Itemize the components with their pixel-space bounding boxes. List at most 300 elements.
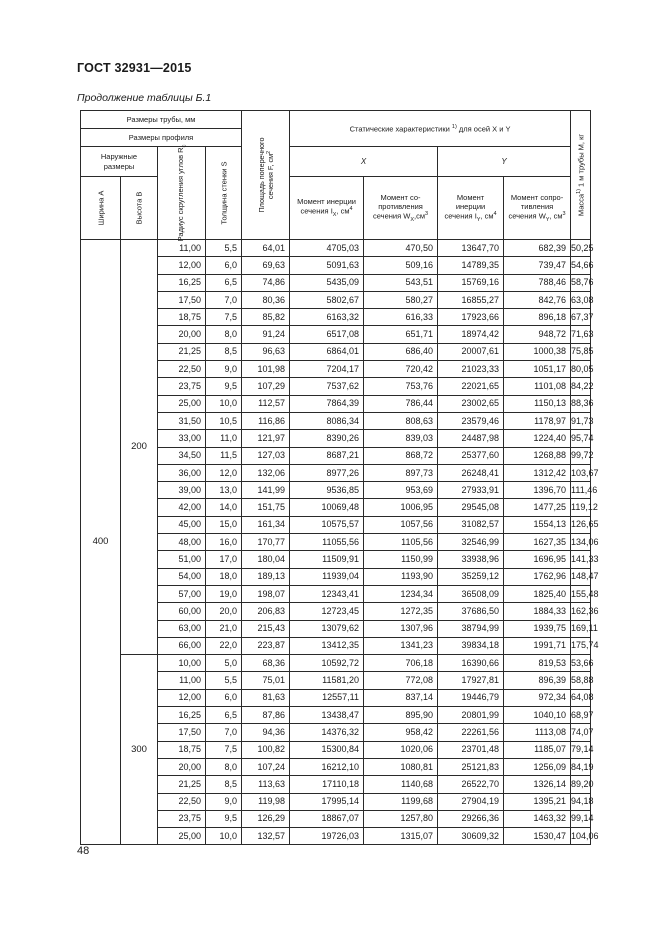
header-width: Ширина A xyxy=(81,177,121,240)
table-cell: 87,86 xyxy=(242,707,290,724)
table-row xyxy=(81,430,591,447)
table-cell: 6,0 xyxy=(206,689,242,706)
table-cell: 27933,91 xyxy=(438,482,504,499)
table-cell: 12,00 xyxy=(158,689,206,706)
table-cell: 27904,19 xyxy=(438,793,504,810)
table-cell: 112,57 xyxy=(242,395,290,412)
table-cell: 1257,80 xyxy=(364,810,438,827)
table-cell: 7,0 xyxy=(206,291,242,308)
table-cell: 837,14 xyxy=(364,689,438,706)
table-cell: 22021,65 xyxy=(438,378,504,395)
table-cell: 169,11 xyxy=(571,620,591,637)
table-cell: 26248,41 xyxy=(438,464,504,481)
table-cell: 126,29 xyxy=(242,810,290,827)
table-row xyxy=(81,637,591,654)
table-cell: 6,5 xyxy=(206,274,242,291)
table-cell: 7537,62 xyxy=(290,378,364,395)
table-row xyxy=(81,793,591,810)
table-cell: 720,42 xyxy=(364,361,438,378)
table-cell: 45,00 xyxy=(158,516,206,533)
table-cell: 13079,62 xyxy=(290,620,364,637)
header-profile-size: Размеры профиля xyxy=(81,129,242,147)
table-row xyxy=(81,741,591,758)
table-cell: 11055,56 xyxy=(290,534,364,551)
table-cell: 17,50 xyxy=(158,291,206,308)
table-cell: 33,00 xyxy=(158,430,206,447)
table-cell: 868,72 xyxy=(364,447,438,464)
table-cell: 17927,81 xyxy=(438,672,504,689)
table-cell: 7204,17 xyxy=(290,361,364,378)
table-cell: 1396,70 xyxy=(504,482,571,499)
height-cell: 300 xyxy=(121,655,158,845)
table-cell: 19726,03 xyxy=(290,828,364,845)
table-cell: 706,18 xyxy=(364,655,438,672)
table-cell: 1256,09 xyxy=(504,758,571,775)
table-cell: 75,01 xyxy=(242,672,290,689)
table-cell: 6163,32 xyxy=(290,309,364,326)
table-cell: 1000,38 xyxy=(504,343,571,360)
table-row xyxy=(81,309,591,326)
table-cell: 1341,23 xyxy=(364,637,438,654)
table-cell: 66,00 xyxy=(158,637,206,654)
table-caption: Продолжение таблицы Б.1 xyxy=(77,92,212,104)
table-row xyxy=(81,343,591,360)
header-iy: Момент инерции сечения $I_Y$, $см^4$ xyxy=(438,177,504,240)
table-cell: 29266,36 xyxy=(438,810,504,827)
table-cell: 51,00 xyxy=(158,551,206,568)
table-cell: 60,00 xyxy=(158,603,206,620)
height-cell: 200 xyxy=(121,240,158,655)
table-cell: 63,00 xyxy=(158,620,206,637)
table-cell: 895,90 xyxy=(364,707,438,724)
table-cell: 25377,60 xyxy=(438,447,504,464)
table-cell: 616,33 xyxy=(364,309,438,326)
table-cell: 509,16 xyxy=(364,257,438,274)
table-cell: 17,50 xyxy=(158,724,206,741)
table-cell: 99,14 xyxy=(571,810,591,827)
table-cell: 99,72 xyxy=(571,447,591,464)
table-cell: 6517,08 xyxy=(290,326,364,343)
table-cell: 48,00 xyxy=(158,534,206,551)
table-cell: 8390,26 xyxy=(290,430,364,447)
table-cell: 1312,42 xyxy=(504,464,571,481)
table-cell: 682,39 xyxy=(504,240,571,257)
header-static-characteristics: Статические характеристики $^{1)}$ для осей X и Y xyxy=(290,111,571,147)
table-cell: 5091,63 xyxy=(290,257,364,274)
table-cell: 32546,99 xyxy=(438,534,504,551)
table-cell: 20801,99 xyxy=(438,707,504,724)
table-cell: 1884,33 xyxy=(504,603,571,620)
table-cell: 31082,57 xyxy=(438,516,504,533)
table-cell: 1554,13 xyxy=(504,516,571,533)
table-cell: 119,98 xyxy=(242,793,290,810)
table-cell: 7,0 xyxy=(206,724,242,741)
table-cell: 37686,50 xyxy=(438,603,504,620)
table-row xyxy=(81,482,591,499)
table-cell: 31,50 xyxy=(158,412,206,429)
table-cell: 107,24 xyxy=(242,758,290,775)
table-cell: 39834,18 xyxy=(438,637,504,654)
table-row xyxy=(81,499,591,516)
table-cell: 84,22 xyxy=(571,378,591,395)
table-cell: 1477,25 xyxy=(504,499,571,516)
table-cell: 21,25 xyxy=(158,343,206,360)
table-cell: 14,0 xyxy=(206,499,242,516)
table-cell: 189,13 xyxy=(242,568,290,585)
table-cell: 18,75 xyxy=(158,741,206,758)
table-row xyxy=(81,516,591,533)
table-cell: 36,00 xyxy=(158,464,206,481)
table-cell: 80,05 xyxy=(571,361,591,378)
table-cell: 8687,21 xyxy=(290,447,364,464)
table-cell: 1395,21 xyxy=(504,793,571,810)
table-cell: 113,63 xyxy=(242,776,290,793)
table-cell: 786,44 xyxy=(364,395,438,412)
table-cell: 1193,90 xyxy=(364,568,438,585)
table-cell: 1762,96 xyxy=(504,568,571,585)
table-cell: 1627,35 xyxy=(504,534,571,551)
table-cell: 7864,39 xyxy=(290,395,364,412)
table-cell: 580,27 xyxy=(364,291,438,308)
table-cell: 94,18 xyxy=(571,793,591,810)
table-cell: 772,08 xyxy=(364,672,438,689)
table-row xyxy=(81,585,591,602)
table-cell: 64,08 xyxy=(571,689,591,706)
table-cell: 101,98 xyxy=(242,361,290,378)
table-cell: 24487,98 xyxy=(438,430,504,447)
table-cell: 9,5 xyxy=(206,378,242,395)
table-cell: 958,42 xyxy=(364,724,438,741)
table-cell: 50,25 xyxy=(571,240,591,257)
table-cell: 57,00 xyxy=(158,585,206,602)
table-row xyxy=(81,326,591,343)
table-cell: 12343,41 xyxy=(290,585,364,602)
table-cell: 5435,09 xyxy=(290,274,364,291)
table-cell: 18974,42 xyxy=(438,326,504,343)
table-cell: 13,0 xyxy=(206,482,242,499)
table-cell: 897,73 xyxy=(364,464,438,481)
table-cell: 5,5 xyxy=(206,240,242,257)
table-cell: 111,46 xyxy=(571,482,591,499)
table-cell: 819,53 xyxy=(504,655,571,672)
header-height: Высота B xyxy=(121,177,158,240)
table-cell: 948,72 xyxy=(504,326,571,343)
table-cell: 10,00 xyxy=(158,655,206,672)
table-cell: 39,00 xyxy=(158,482,206,499)
page-number: 48 xyxy=(77,845,90,857)
table-cell: 1051,17 xyxy=(504,361,571,378)
table-row xyxy=(81,291,591,308)
header-area: Площадь поперечного сечения F, $см^2$ xyxy=(242,111,290,240)
table-cell: 25121,83 xyxy=(438,758,504,775)
table-cell: 16855,27 xyxy=(438,291,504,308)
table-cell: 29545,08 xyxy=(438,499,504,516)
table-cell: 10,0 xyxy=(206,395,242,412)
table-cell: 67,37 xyxy=(571,309,591,326)
table-cell: 30609,32 xyxy=(438,828,504,845)
table-cell: 170,77 xyxy=(242,534,290,551)
table-cell: 17,0 xyxy=(206,551,242,568)
table-cell: 5802,67 xyxy=(290,291,364,308)
table-cell: 16,25 xyxy=(158,707,206,724)
table-cell: 23002,65 xyxy=(438,395,504,412)
table-cell: 1185,07 xyxy=(504,741,571,758)
table-cell: 1080,81 xyxy=(364,758,438,775)
table-cell: 543,51 xyxy=(364,274,438,291)
table-cell: 20,00 xyxy=(158,326,206,343)
table-cell: 17110,18 xyxy=(290,776,364,793)
table-cell: 17923,66 xyxy=(438,309,504,326)
table-row xyxy=(81,758,591,775)
table-cell: 161,34 xyxy=(242,516,290,533)
table-cell: 119,12 xyxy=(571,499,591,516)
table-cell: 22,50 xyxy=(158,361,206,378)
table-cell: 9,5 xyxy=(206,810,242,827)
table-cell: 808,63 xyxy=(364,412,438,429)
table-cell: 1057,56 xyxy=(364,516,438,533)
table-cell: 11,5 xyxy=(206,447,242,464)
table-cell: 141,99 xyxy=(242,482,290,499)
table-cell: 96,63 xyxy=(242,343,290,360)
table-cell: 148,47 xyxy=(571,568,591,585)
table-row xyxy=(81,603,591,620)
table-cell: 223,87 xyxy=(242,637,290,654)
table-cell: 16,25 xyxy=(158,274,206,291)
table-cell: 953,69 xyxy=(364,482,438,499)
table-cell: 7,5 xyxy=(206,741,242,758)
table-cell: 8,5 xyxy=(206,776,242,793)
table-cell: 8,0 xyxy=(206,758,242,775)
table-cell: 74,86 xyxy=(242,274,290,291)
table-cell: 198,07 xyxy=(242,585,290,602)
table-cell: 753,76 xyxy=(364,378,438,395)
table-cell: 11581,20 xyxy=(290,672,364,689)
table-cell: 64,01 xyxy=(242,240,290,257)
table-cell: 1315,07 xyxy=(364,828,438,845)
table-cell: 11939,04 xyxy=(290,568,364,585)
table-cell: 19,0 xyxy=(206,585,242,602)
table-cell: 896,39 xyxy=(504,672,571,689)
table-cell: 126,65 xyxy=(571,516,591,533)
table-row xyxy=(81,257,591,274)
table-cell: 18,0 xyxy=(206,568,242,585)
table-cell: 85,82 xyxy=(242,309,290,326)
table-cell: 107,29 xyxy=(242,378,290,395)
table-cell: 54,66 xyxy=(571,257,591,274)
table-cell: 155,48 xyxy=(571,585,591,602)
table-cell: 18,75 xyxy=(158,309,206,326)
table-cell: 75,85 xyxy=(571,343,591,360)
table-cell: 1224,40 xyxy=(504,430,571,447)
table-cell: 23,75 xyxy=(158,810,206,827)
table-cell: 22,50 xyxy=(158,793,206,810)
table-cell: 69,63 xyxy=(242,257,290,274)
table-cell: 739,47 xyxy=(504,257,571,274)
table-cell: 14789,35 xyxy=(438,257,504,274)
table-cell: 11,00 xyxy=(158,240,206,257)
table-cell: 651,71 xyxy=(364,326,438,343)
table-cell: 23,75 xyxy=(158,378,206,395)
table-cell: 91,73 xyxy=(571,412,591,429)
table-cell: 16390,66 xyxy=(438,655,504,672)
table-cell: 53,66 xyxy=(571,655,591,672)
table-cell: 1020,06 xyxy=(364,741,438,758)
table-cell: 839,03 xyxy=(364,430,438,447)
table-cell: 94,36 xyxy=(242,724,290,741)
table-cell: 10,5 xyxy=(206,412,242,429)
width-cell: 400 xyxy=(81,240,121,845)
table-cell: 9,0 xyxy=(206,361,242,378)
table-cell: 15769,16 xyxy=(438,274,504,291)
table-cell: 1113,08 xyxy=(504,724,571,741)
table-cell: 23579,46 xyxy=(438,412,504,429)
table-cell: 79,14 xyxy=(571,741,591,758)
document-title: ГОСТ 32931—2015 xyxy=(77,61,192,75)
table-cell: 42,00 xyxy=(158,499,206,516)
table-cell: 22,0 xyxy=(206,637,242,654)
table-cell: 8977,26 xyxy=(290,464,364,481)
table-row xyxy=(81,412,591,429)
table-cell: 215,43 xyxy=(242,620,290,637)
table-cell: 1199,68 xyxy=(364,793,438,810)
table-cell: 12,00 xyxy=(158,257,206,274)
header-axis-y: Y xyxy=(438,147,571,177)
table-row xyxy=(81,568,591,585)
table-cell: 17995,14 xyxy=(290,793,364,810)
header-outer-size: Наружные размеры xyxy=(81,147,158,177)
table-cell: 20,00 xyxy=(158,758,206,775)
table-cell: 21,0 xyxy=(206,620,242,637)
table-cell: 1991,71 xyxy=(504,637,571,654)
table-cell: 26522,70 xyxy=(438,776,504,793)
table-cell: 1326,14 xyxy=(504,776,571,793)
table-cell: 13438,47 xyxy=(290,707,364,724)
table-cell: 127,03 xyxy=(242,447,290,464)
table-cell: 1307,96 xyxy=(364,620,438,637)
table-row xyxy=(81,689,591,706)
table-cell: 1234,34 xyxy=(364,585,438,602)
table-cell: 6,5 xyxy=(206,707,242,724)
table-row xyxy=(81,776,591,793)
table-cell: 21023,33 xyxy=(438,361,504,378)
table-cell: 88,36 xyxy=(571,395,591,412)
table-cell: 12557,11 xyxy=(290,689,364,706)
table-cell: 33938,96 xyxy=(438,551,504,568)
table-cell: 1530,47 xyxy=(504,828,571,845)
table-cell: 1140,68 xyxy=(364,776,438,793)
header-mass: Масса$^{1)}$ 1 м трубы M, кг xyxy=(571,111,591,240)
table-row xyxy=(81,361,591,378)
table-cell: 121,97 xyxy=(242,430,290,447)
table-cell: 20,0 xyxy=(206,603,242,620)
header-pipe-size: Размеры трубы, мм xyxy=(81,111,242,129)
table-cell: 103,67 xyxy=(571,464,591,481)
table-row xyxy=(81,828,591,845)
header-wx: Момент со-противления сечения $W_X,см^3$ xyxy=(364,177,438,240)
table-cell: 35259,12 xyxy=(438,568,504,585)
table-row xyxy=(81,274,591,291)
table-cell: 1040,10 xyxy=(504,707,571,724)
table-cell: 34,50 xyxy=(158,447,206,464)
table-header xyxy=(81,111,591,240)
properties-table xyxy=(80,110,599,845)
table-row xyxy=(81,534,591,551)
table-cell: 8086,34 xyxy=(290,412,364,429)
table-cell: 132,06 xyxy=(242,464,290,481)
table-cell: 16212,10 xyxy=(290,758,364,775)
table-cell: 9536,85 xyxy=(290,482,364,499)
table-cell: 20007,61 xyxy=(438,343,504,360)
table-cell: 1825,40 xyxy=(504,585,571,602)
table-row xyxy=(81,672,591,689)
table-cell: 206,83 xyxy=(242,603,290,620)
table-cell: 95,74 xyxy=(571,430,591,447)
table-cell: 896,18 xyxy=(504,309,571,326)
table-cell: 141,33 xyxy=(571,551,591,568)
table-cell: 21,25 xyxy=(158,776,206,793)
table-cell: 1463,32 xyxy=(504,810,571,827)
table-cell: 68,97 xyxy=(571,707,591,724)
table-cell: 104,06 xyxy=(571,828,591,845)
header-wy: Момент сопро-тивления сечения $W_Y$, $см^3$ xyxy=(504,177,571,240)
header-ix: Момент инерции сечения $I_X$, $см^4$ xyxy=(290,177,364,240)
table-cell: 11,00 xyxy=(158,672,206,689)
table-cell: 25,00 xyxy=(158,828,206,845)
table-cell: 63,08 xyxy=(571,291,591,308)
table-row xyxy=(81,464,591,481)
table-cell: 10575,57 xyxy=(290,516,364,533)
table-cell: 71,63 xyxy=(571,326,591,343)
table-cell: 1696,95 xyxy=(504,551,571,568)
table-cell: 18867,07 xyxy=(290,810,364,827)
header-wall-thickness: Толщина стенки S xyxy=(206,147,242,240)
table-cell: 134,06 xyxy=(571,534,591,551)
table-cell: 1939,75 xyxy=(504,620,571,637)
table-cell: 1101,08 xyxy=(504,378,571,395)
table-cell: 180,04 xyxy=(242,551,290,568)
table-cell: 470,50 xyxy=(364,240,438,257)
table-cell: 58,76 xyxy=(571,274,591,291)
table-cell: 4705,03 xyxy=(290,240,364,257)
table-cell: 5,0 xyxy=(206,655,242,672)
table-cell: 68,36 xyxy=(242,655,290,672)
table-cell: 788,46 xyxy=(504,274,571,291)
table-cell: 13647,70 xyxy=(438,240,504,257)
table-cell: 36508,09 xyxy=(438,585,504,602)
table-cell: 132,57 xyxy=(242,828,290,845)
table-cell: 7,5 xyxy=(206,309,242,326)
table-cell: 11509,91 xyxy=(290,551,364,568)
table-row xyxy=(81,620,591,637)
table-cell: 6864,01 xyxy=(290,343,364,360)
table-cell: 22261,56 xyxy=(438,724,504,741)
table-row xyxy=(81,707,591,724)
table-row xyxy=(81,655,591,672)
table-cell: 1272,35 xyxy=(364,603,438,620)
table-cell: 972,34 xyxy=(504,689,571,706)
table-row xyxy=(81,378,591,395)
table-row xyxy=(81,551,591,568)
table-cell: 58,88 xyxy=(571,672,591,689)
table-cell: 10592,72 xyxy=(290,655,364,672)
table-cell: 14376,32 xyxy=(290,724,364,741)
table-cell: 162,36 xyxy=(571,603,591,620)
table-row xyxy=(81,240,591,257)
table-cell: 151,75 xyxy=(242,499,290,516)
header-corner-radius: Радиус скругления углов $R_c$ xyxy=(158,147,206,240)
table-cell: 74,07 xyxy=(571,724,591,741)
table-row xyxy=(81,395,591,412)
